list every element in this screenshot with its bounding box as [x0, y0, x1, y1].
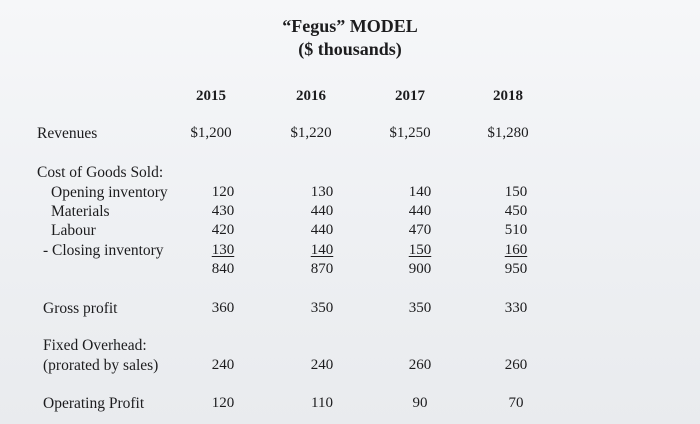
closing-inventory-2017-value: 150: [408, 242, 432, 258]
materials-2016: 440: [310, 203, 334, 219]
gross-profit-2015: 360: [211, 300, 235, 316]
labour-2016: 440: [310, 222, 334, 238]
closing-inventory-2016: [292, 242, 352, 259]
cogs-total-2016: 870: [310, 261, 334, 277]
materials-label: Materials: [51, 203, 110, 220]
closing-inventory-2017: [390, 242, 450, 259]
closing-inventory-2018-value: 160: [504, 242, 528, 258]
cogs-total-2017: 900: [408, 261, 432, 277]
closing-inventory-label: - Closing inventory: [43, 242, 164, 259]
labour-2018: 510: [504, 222, 528, 238]
gross-profit-2017: 350: [408, 300, 432, 316]
opening-inventory-2016: 130: [310, 184, 334, 200]
gross-profit-label: Gross profit: [43, 300, 118, 317]
fixed-overhead-header: Fixed Overhead:: [43, 337, 147, 354]
materials-2015: 430: [211, 203, 235, 219]
year-header-2016: 2016: [296, 88, 326, 104]
year-header-2015: 2015: [196, 88, 226, 104]
operating-profit-2016: 110: [311, 395, 333, 411]
operating-profit-2015: 120: [211, 395, 235, 411]
revenues-2015: $1,200: [190, 125, 232, 141]
closing-inventory-2015: [193, 242, 253, 259]
materials-2017: 440: [408, 203, 432, 219]
fixed-overhead-2016: 240: [310, 357, 334, 373]
fixed-overhead-2017: 260: [408, 357, 432, 373]
revenues-2017: $1,250: [389, 125, 431, 141]
labour-2015: 420: [211, 222, 235, 238]
cogs-header: Cost of Goods Sold:: [37, 164, 164, 181]
revenues-2016: $1,220: [290, 125, 332, 141]
operating-profit-2018: 70: [508, 395, 524, 411]
cogs-total-2015: 840: [211, 261, 235, 277]
revenues-label: Revenues: [37, 125, 98, 142]
closing-inventory-2018: [486, 242, 546, 259]
fixed-overhead-2015: 240: [211, 357, 235, 373]
year-header-2018: 2018: [493, 88, 523, 104]
cogs-total-2018: 950: [504, 261, 528, 277]
gross-profit-2018: 330: [504, 300, 528, 316]
model-units: ($ thousands): [298, 39, 402, 59]
operating-profit-label: Operating Profit: [43, 395, 145, 412]
opening-inventory-label: Opening inventory: [51, 184, 168, 201]
opening-inventory-2015: 120: [211, 184, 235, 200]
closing-inventory-2016-value: 140: [310, 242, 334, 258]
model-title: “Fegus” MODEL: [282, 16, 418, 36]
fixed-overhead-label: (prorated by sales): [43, 357, 159, 374]
closing-inventory-2015-value: 130: [211, 242, 235, 258]
operating-profit-2017: 90: [412, 395, 428, 411]
revenues-2018: $1,280: [487, 125, 529, 141]
opening-inventory-2017: 140: [408, 184, 432, 200]
fixed-overhead-2018: 260: [504, 357, 528, 373]
labour-label: Labour: [51, 222, 96, 239]
materials-2018: 450: [504, 203, 528, 219]
gross-profit-2016: 350: [310, 300, 334, 316]
opening-inventory-2018: 150: [504, 184, 528, 200]
year-header-2017: 2017: [395, 88, 425, 104]
labour-2017: 470: [408, 222, 432, 238]
